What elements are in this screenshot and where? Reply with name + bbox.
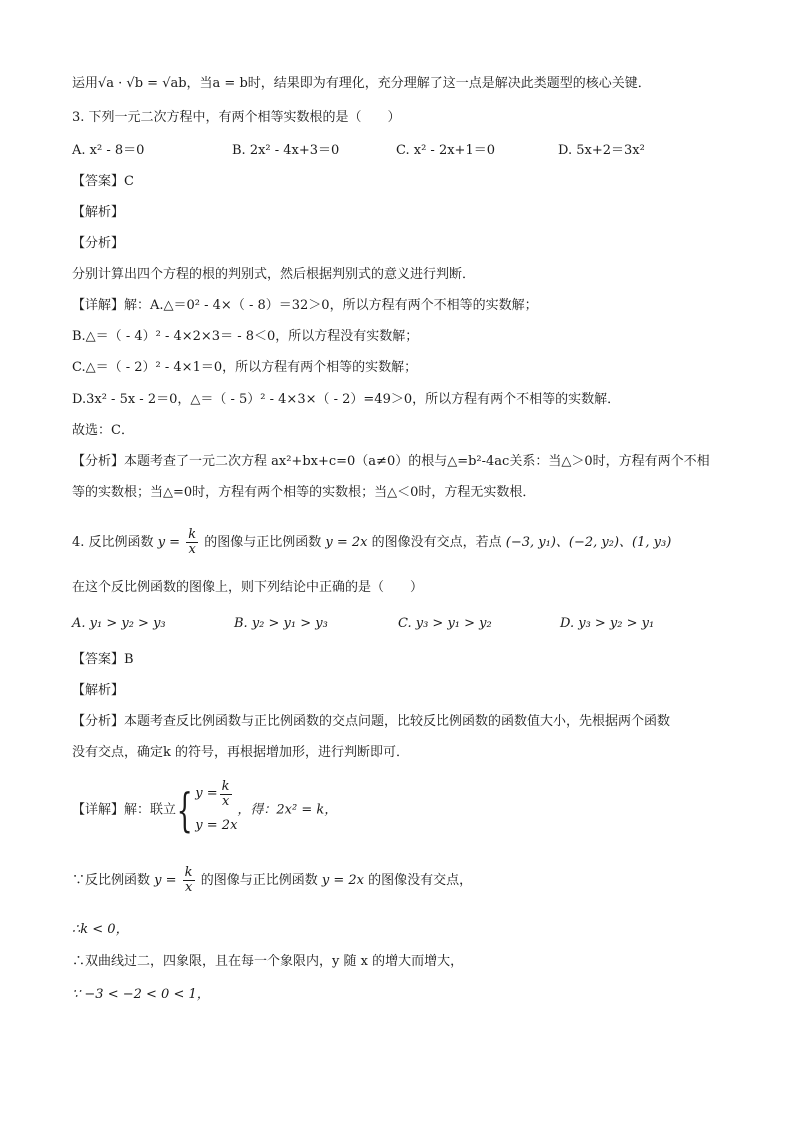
q4-therefore-1-text: ∴k < 0， [72, 922, 129, 937]
q4-answer-text: 【答案】B [72, 652, 134, 667]
q3-stem [72, 108, 750, 128]
q3-fenxi-body: 分别计算出四个方程的根的判别式，然后根据判别式的意义进行判断． [72, 267, 476, 282]
q3-summary-2-text: 等的实数根；当△=0时，方程有两个相等的实数根；当△＜0时，方程无实数根． [72, 485, 536, 500]
q4-because-prefix: ∵反比例函数 [72, 873, 151, 888]
q3-analysis-tag-text: 【解析】 [72, 205, 125, 220]
q4-because-eq: y = 2x [321, 873, 364, 888]
q3-detail-1 [72, 296, 750, 316]
left-brace: { [176, 783, 193, 837]
q3-detail-3 [72, 358, 750, 378]
q3-fenxi-tag [72, 234, 750, 254]
q4-therefore-2-text: ∴双曲线过二，四象限，且在每一个象限内，y 随 x 的增大而增大， [72, 954, 464, 969]
q4-because-mid: 的图像与正比例函数 [200, 873, 318, 888]
fraction-numerator: k [221, 778, 230, 794]
q3-detail-4 [72, 390, 750, 410]
equation-system [176, 778, 237, 842]
q4-analysis-tag-text: 【解析】 [72, 683, 125, 698]
q3-option-b: B. 2x² - 4x+3＝0 [232, 143, 340, 158]
q4-detail-suffix: ，得：2x² = k， [237, 802, 338, 818]
q4-fenxi-1 [72, 712, 750, 732]
q4-stem-fraction [186, 528, 198, 557]
system-row-1-lhs: y = [195, 786, 218, 801]
q3-detail-1-text: 【详解】解：A.△＝0² - 4×（ - 8）＝32＞0，所以方程有两个不相等的实数解； [72, 298, 538, 313]
q4-stem [72, 528, 750, 557]
q4-stem-mid2: 的图像没有交点，若点 [371, 535, 502, 550]
q4-because-2-text: ∵ −3 < −2 < 0 < 1， [72, 987, 210, 1002]
q4-stem-eq: y = 2x [325, 535, 368, 550]
q3-summary-1-text: 【分析】本题考查了一元二次方程 ax²+bx+c=0（a≠0）的根与△=b²-4ac关系：当△＞0时，方程有两个不相 [72, 454, 710, 469]
q4-because-fraction [183, 866, 195, 895]
intro-line [72, 74, 750, 94]
q4-detail [72, 778, 750, 843]
fraction-denominator: x [188, 542, 196, 557]
q4-answer [72, 650, 750, 670]
q4-because-2 [72, 985, 750, 1005]
q3-analysis-tag [72, 203, 750, 223]
q3-answer-text: 【答案】C [72, 174, 134, 189]
fraction-numerator: k [188, 527, 197, 542]
q4-detail-prefix: 【详解】解：联立 [72, 802, 177, 818]
q4-because-suffix: 的图像没有交点， [368, 873, 473, 888]
q3-option-d: D. 5x+2＝3x² [558, 143, 645, 158]
q4-options [72, 614, 750, 634]
q4-fenxi-2 [72, 743, 750, 763]
fraction-denominator: x [221, 793, 230, 809]
q4-option-d: D. y₃ > y₂ > y₁ [560, 616, 655, 631]
q3-summary-2 [72, 483, 750, 503]
q4-stem-mid: 的图像与正比例函数 [204, 535, 322, 550]
q3-fenxi-text [72, 265, 750, 285]
q3-option-a: A. x² - 8＝0 [72, 143, 145, 158]
q4-stem-prefix: 4. 反比例函数 [72, 535, 154, 550]
q4-because-y: y = [154, 873, 177, 888]
q4-stem-line2 [72, 578, 750, 598]
q4-therefore-1 [72, 920, 750, 940]
system-row-2: y = 2x [195, 818, 238, 833]
q3-option-c: C. x² - 2x+1＝0 [396, 143, 495, 158]
q3-summary-1 [72, 452, 750, 472]
q3-choose [72, 421, 750, 441]
q4-option-b: B. y₂ > y₁ > y₃ [234, 616, 328, 631]
q4-stem-y: y = [157, 535, 181, 550]
q4-analysis-tag [72, 681, 750, 701]
q4-therefore-2 [72, 952, 750, 972]
q3-fenxi-tag-text: 【分析】 [72, 236, 125, 251]
q4-stem-line2-text: 在这个反比例函数的图像上，则下列结论中正确的是（ ） [72, 580, 424, 595]
q3-detail-3-text: C.△＝（ - 2）² - 4×1＝0，所以方程有两个相等的实数解； [72, 360, 418, 375]
q4-stem-points: (−3, y₁)、(−2, y₂)、(1, y₃) [505, 535, 672, 550]
q4-fenxi-1-text: 【分析】本题考查反比例函数与正比例函数的交点问题，比较反比例函数的函数值大小，先根据两个函数 [72, 714, 671, 729]
q3-answer [72, 172, 750, 192]
q3-choose-text: 故选：C． [72, 423, 134, 438]
fraction-denominator: x [184, 880, 193, 895]
q4-fenxi-2-text: 没有交点，确定k 的符号，再根据增加形，进行判断即可． [72, 745, 410, 760]
q3-detail-2 [72, 327, 750, 347]
q4-option-a: A. y₁ > y₂ > y₃ [72, 616, 166, 631]
intro-text: 运用√a · √b = √ab，当a = b时，结果即为有理化，充分理解了这一点是解决此类题型的核心关键． [72, 76, 651, 91]
q3-stem-text: 3. 下列一元二次方程中，有两个相等实数根的是（ ） [72, 110, 401, 125]
q4-because [72, 866, 750, 895]
fraction-numerator: k [184, 865, 193, 880]
q3-options [72, 141, 750, 161]
q4-option-c: C. y₃ > y₁ > y₂ [398, 616, 492, 631]
q3-detail-4-text: D.3x² - 5x - 2＝0，△＝（ - 5）² - 4×3×（ - 2）=49＞0，所以方程有两个不相等的实数解． [72, 392, 621, 407]
q3-detail-2-text: B.△＝（ - 4）² - 4×2×3＝ - 8＜0，所以方程没有实数解； [72, 329, 419, 344]
